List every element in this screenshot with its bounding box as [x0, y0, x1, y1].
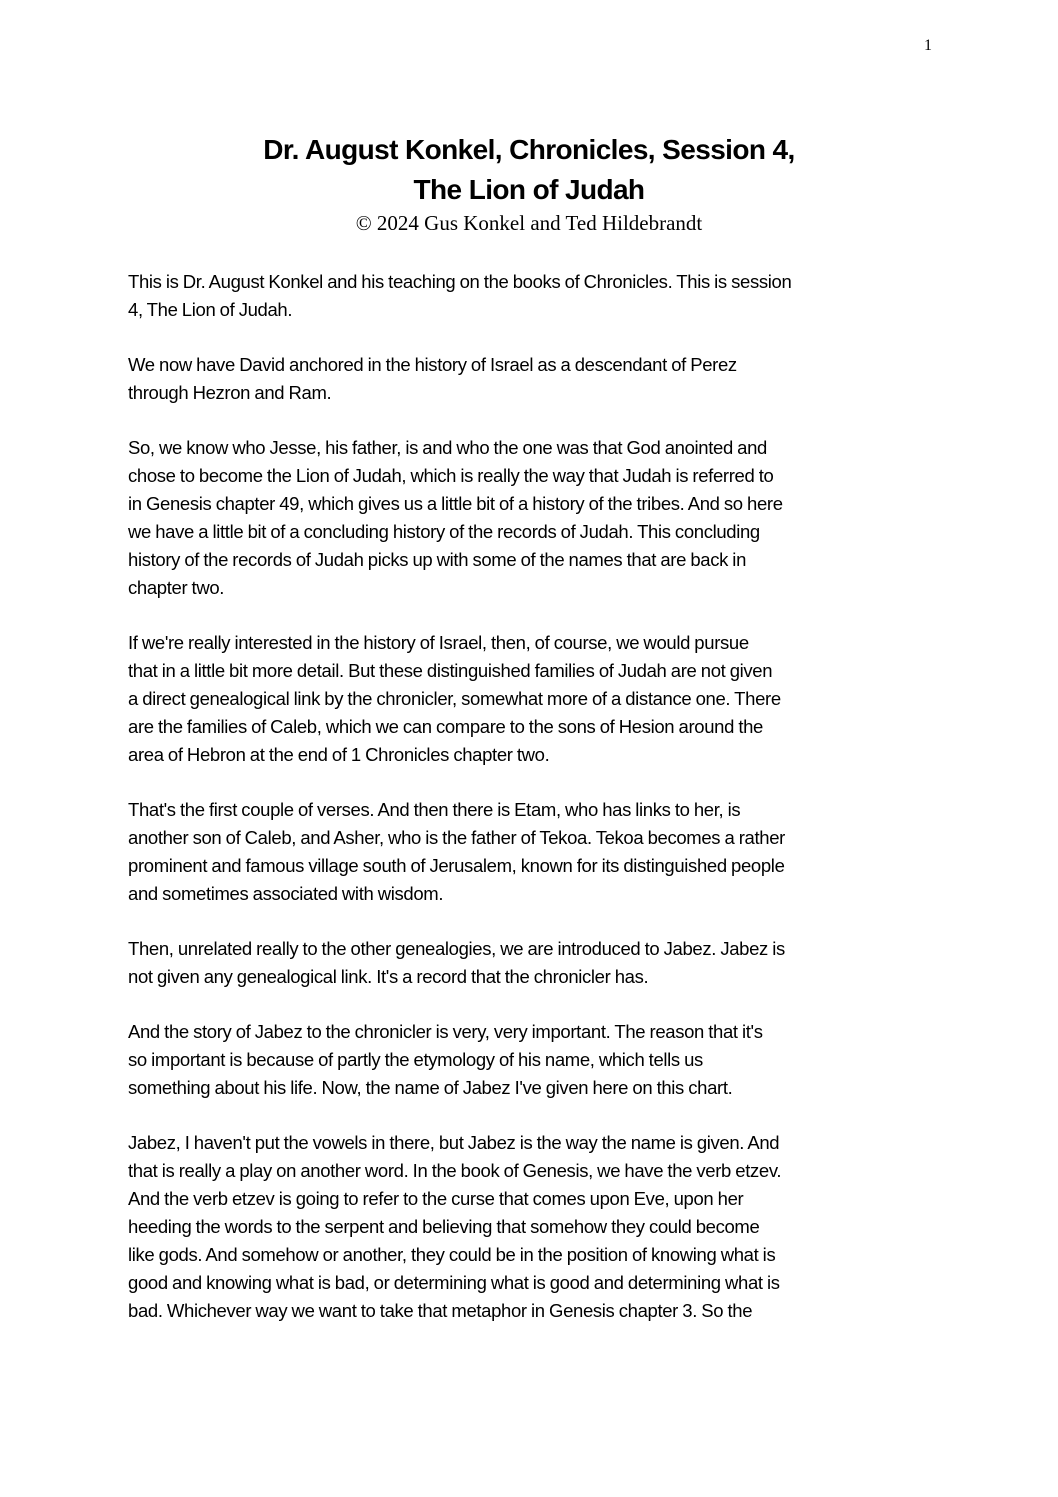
paragraph-1 [128, 268, 928, 324]
text-line: bad. Whichever way we want to take that metaphor in Genesis chapter 3. So the [128, 1300, 753, 1321]
text-line: and sometimes associated with wisdom. [128, 883, 444, 904]
text-line: chose to become the Lion of Judah, which is really the way that Judah is referred to [128, 465, 774, 486]
document-title-line-1: Dr. August Konkel, Chronicles, Session 4, [263, 134, 795, 165]
text-line: another son of Caleb, and Asher, who is the father of Tekoa. Tekoa becomes a rather [128, 827, 785, 848]
text-line: good and knowing what is bad, or determining what is good and determining what is [128, 1272, 780, 1293]
paragraph-7 [128, 1018, 928, 1102]
copyright-notice: © 2024 Gus Konkel and Ted Hildebrandt [355, 211, 703, 235]
text-line: like gods. And somehow or another, they could be in the position of knowing what is [128, 1244, 776, 1265]
text-line: Then, unrelated really to the other genealogies, we are introduced to Jabez. Jabez is [128, 938, 785, 959]
text-line: that in a little bit more detail. But these distinguished families of Judah are not given [128, 660, 773, 681]
text-line: If we're really interested in the history of Israel, then, of course, we would pursue [128, 632, 749, 653]
text-line: not given any genealogical link. It's a record that the chronicler has. [128, 966, 649, 987]
text-line: Jabez, I haven't put the vowels in there, but Jabez is the way the name is given. And [128, 1132, 780, 1153]
text-line: are the families of Caleb, which we can compare to the sons of Hesion around the [128, 716, 763, 737]
paragraph-6 [128, 935, 928, 991]
text-line: we have a little bit of a concluding history of the records of Judah. This concluding [128, 521, 760, 542]
text-line: something about his life. Now, the name of Jabez I've given here on this chart. [128, 1077, 733, 1098]
text-line: area of Hebron at the end of 1 Chronicles chapter two. [128, 744, 550, 765]
text-line: This is Dr. August Konkel and his teaching on the books of Chronicles. This is session [128, 271, 792, 292]
text-line: that is really a play on another word. In the book of Genesis, we have the verb etzev. [128, 1160, 782, 1181]
text-line: so important is because of partly the etymology of his name, which tells us [128, 1049, 703, 1070]
paragraph-3 [128, 434, 928, 602]
text-line: We now have David anchored in the history of Israel as a descendant of Perez [128, 354, 737, 375]
paragraph-5 [128, 796, 928, 908]
text-line: chapter two. [128, 577, 225, 598]
text-line: So, we know who Jesse, his father, is and who the one was that God anointed and [128, 437, 767, 458]
document-title-line-2: The Lion of Judah [413, 174, 645, 205]
text-line: And the verb etzev is going to refer to the curse that comes upon Eve, upon her [128, 1188, 744, 1209]
text-line: in Genesis chapter 49, which gives us a little bit of a history of the tribes. And so here [128, 493, 783, 514]
document-header [0, 130, 1058, 236]
text-line: And the story of Jabez to the chronicler is very, very important. The reason that it's [128, 1021, 763, 1042]
page-number: 1 [924, 37, 932, 54]
paragraph-8 [128, 1129, 928, 1325]
text-line: prominent and famous village south of Jerusalem, known for its distinguished people [128, 855, 785, 876]
text-line: through Hezron and Ram. [128, 382, 332, 403]
paragraph-2 [128, 351, 928, 407]
text-line: a direct genealogical link by the chronicler, somewhat more of a distance one. There [128, 688, 781, 709]
document-body [128, 268, 928, 1352]
text-line: heeding the words to the serpent and believing that somehow they could become [128, 1216, 760, 1237]
text-line: history of the records of Judah picks up with some of the names that are back in [128, 549, 747, 570]
text-line: 4, The Lion of Judah. [128, 299, 293, 320]
paragraph-4 [128, 629, 928, 769]
text-line: That's the first couple of verses. And then there is Etam, who has links to her, is [128, 799, 741, 820]
